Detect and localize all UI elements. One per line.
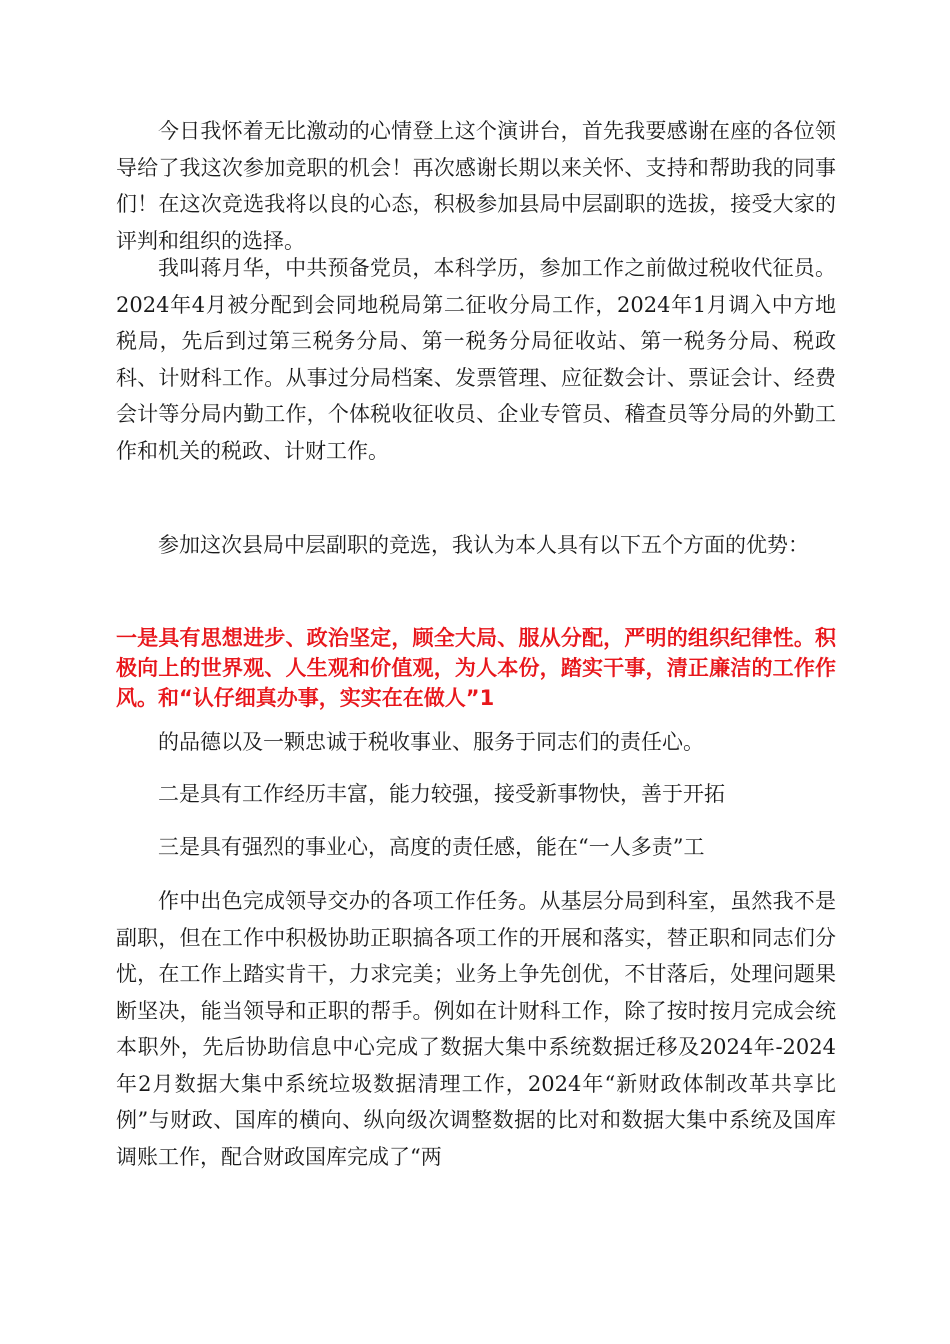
paragraph-advantages-intro: 参加这次县局中层副职的竞选，我认为本人具有以下五个方面的优势： [158, 533, 809, 557]
paragraph-advantage-two: 二是具有工作经历丰富，能力较强，接受新事物快，善于开拓 [158, 782, 725, 806]
paragraph-advantage-one-highlight: 一是具有思想进步、政治坚定，顾全大局、服从分配，严明的组织纪律性。积极向上的世界观、人生观和价值观，为人本份，踏实干事，清正廉洁的工作作风。和“认仔细真办事，实实在在做人”1 [116, 626, 836, 710]
paragraph-advantage-three: 三是具有强烈的事业心，高度的责任感，能在“一人多责”工 [158, 835, 705, 859]
paragraph-advantage-three-continued: 作中出色完成领导交办的各项工作任务。从基层分局到科室，虽然我不是副职，但在工作中积极协助正职搞各项工作的开展和落实，替正职和同志们分忧，在工作上踏实肯干，力求完美；业务上争先创优，不甘落后，处理问题果断坚决，能当领导和正职的帮手。例如在计财科工作，除了按时按月完成会统本职外，先后协助信息中心完成了数据大集中系统数据迁移及2024年-2024年2月数据大集中系统垃圾数据清理工作，2024年“新财政体制改革共享比例”与财政、国库的横向、纵向级次调整数据的比对和数据大集中系统及国库调账工作，配合财政国库完成了“两 [116, 889, 836, 1169]
paragraph-advantage-one-continued: 的品德以及一颗忠诚于税收事业、服务于同志们的责任心。 [158, 730, 704, 754]
paragraph-intro: 今日我怀着无比激动的心情登上这个演讲台，首先我要感谢在座的各位领导给了我这次参加竞职的机会！再次感谢长期以来关怀、支持和帮助我的同事们！在这次竞选我将以良的心态，积极参加县局中层副职的选拔，接受大家的评判和组织的选择。 [116, 119, 836, 253]
paragraph-bio: 我叫蒋月华，中共预备党员，本科学历，参加工作之前做过税收代征员。2024年4月被分配到会同地税局第二征收分局工作，2024年1月调入中方地税局，先后到过第三税务分局、第一税务分局征收站、第一税务分局、税政科、计财科工作。从事过分局档案、发票管理、应征数会计、票证会计、经费会计等分局内勤工作，个体税收征收员、企业专管员、稽查员等分局的外勤工作和机关的税政、计财工作。 [116, 256, 836, 463]
